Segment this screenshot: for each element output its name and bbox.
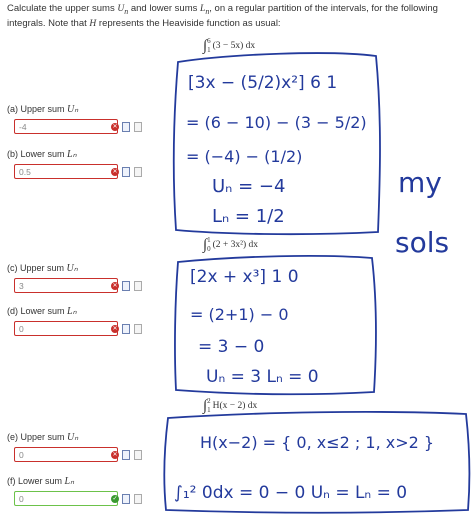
hw-margin-note-1: my bbox=[398, 166, 442, 199]
hw-margin-note-2: sols bbox=[395, 226, 450, 259]
hw-box3-line1: H(x−2) = { 0, x≤2 ; 1, x>2 } bbox=[200, 433, 435, 452]
hw-box2-line2: = (2+1) − 0 bbox=[190, 305, 289, 324]
integral-1: ∫6 1 (3 − 5x) dx bbox=[203, 36, 256, 54]
question-label-e: (e) Upper sum Uₙ bbox=[7, 432, 79, 443]
lower-sum-input-f[interactable]: 0 bbox=[14, 491, 118, 506]
question-label-b: (b) Lower sum Lₙ bbox=[7, 149, 77, 160]
incorrect-icon: ✕ bbox=[112, 169, 118, 175]
hw-box1-line3: = (−4) − (1/2) bbox=[186, 147, 303, 166]
hw-box1-line1: [3x − (5/2)x²] 6 1 bbox=[188, 73, 338, 93]
upper-sum-input-e[interactable]: 0 bbox=[14, 447, 118, 462]
incorrect-icon: ✕ bbox=[112, 124, 118, 130]
hw-box3-line2: ∫₁² 0dx = 0 − 0 Uₙ = Lₙ = 0 bbox=[174, 483, 408, 503]
incorrect-icon: ✕ bbox=[112, 283, 118, 289]
hw-box1-line2: = (6 − 10) − (3 − 5/2) bbox=[186, 113, 367, 132]
question-label-d: (d) Lower sum Lₙ bbox=[7, 306, 77, 317]
correct-icon: ✓ bbox=[112, 496, 118, 502]
hw-box2-line3: = 3 − 0 bbox=[198, 337, 265, 357]
upper-sum-input-a[interactable]: -4 bbox=[14, 119, 118, 134]
incorrect-icon: ✕ bbox=[112, 326, 118, 332]
question-label-c: (c) Upper sum Uₙ bbox=[7, 263, 78, 274]
hw-box2-line1: [2x + x³] 1 0 bbox=[190, 267, 299, 287]
incorrect-icon: ✕ bbox=[112, 452, 118, 458]
upper-sum-input-c[interactable]: 3 bbox=[14, 278, 118, 293]
integral-3: ∫2 1 H(x − 2) dx bbox=[203, 396, 258, 414]
hw-box2-line4: Uₙ = 3 Lₙ = 0 bbox=[206, 367, 319, 387]
lower-sum-input-b[interactable]: 0.5 bbox=[14, 164, 118, 179]
lower-sum-input-d[interactable]: 0 bbox=[14, 321, 118, 336]
hw-box1-line5: Lₙ = 1/2 bbox=[212, 206, 285, 227]
hw-box1-line4: Uₙ = −4 bbox=[212, 176, 286, 197]
question-label-a: (a) Upper sum Uₙ bbox=[7, 104, 79, 115]
instructions: Calculate the upper sums $U_n$ and lower sums $L_n$, on a regular partition of the intervals, for the following integrals. Note that H represents the Heaviside function as usual: bbox=[7, 3, 438, 29]
integral-2: ∫1 0 (2 + 3x²) dx bbox=[203, 235, 259, 253]
question-label-f: (f) Lower sum Lₙ bbox=[7, 476, 75, 487]
